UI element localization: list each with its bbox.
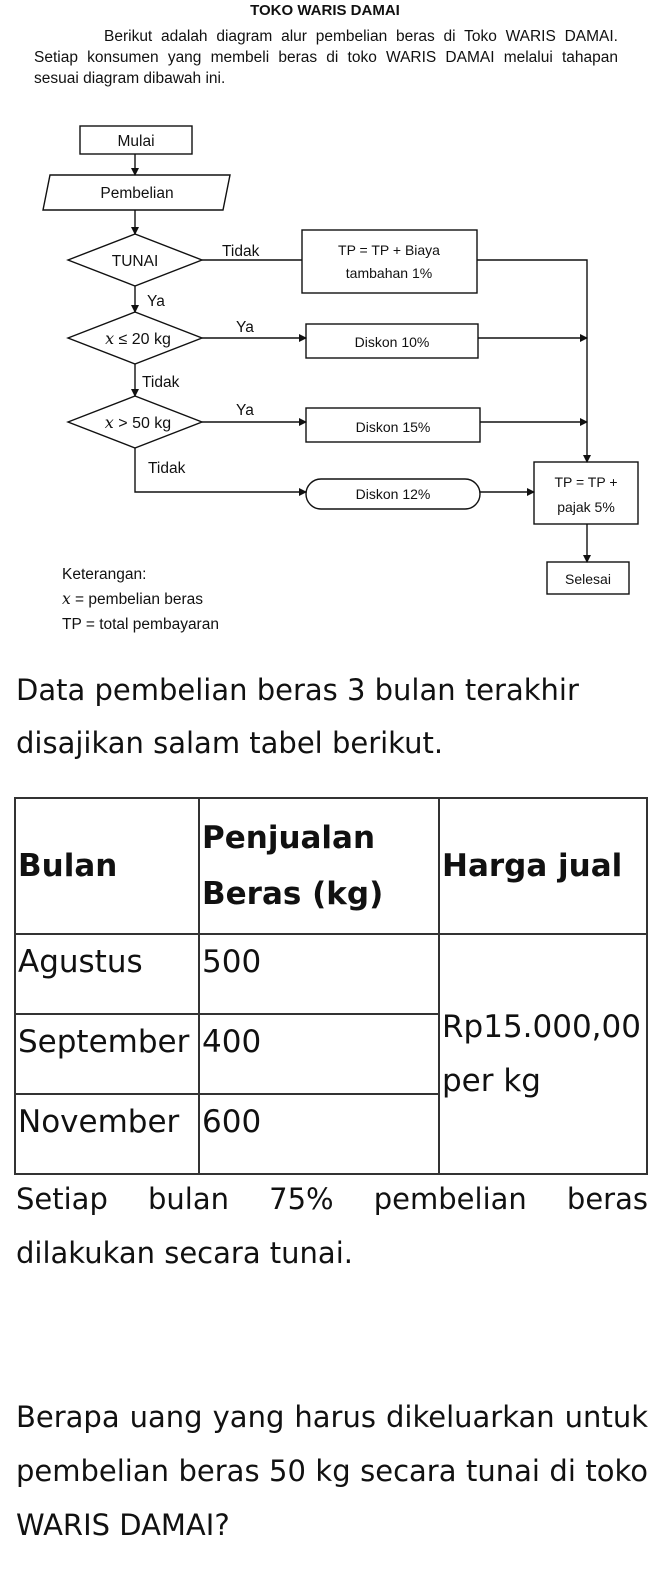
- discount-12-label: Diskon 12%: [355, 486, 431, 502]
- cell-kg: 500: [199, 934, 439, 1014]
- cell-month: November: [15, 1094, 199, 1174]
- cash-yes-label: Ya: [147, 293, 165, 310]
- cell-month: Agustus: [15, 934, 199, 1014]
- legend-tp: TP = total pembayaran: [62, 616, 219, 633]
- document-title: TOKO WARIS DAMAI: [250, 2, 400, 19]
- extra-fee-label-2: tambahan 1%: [345, 265, 433, 281]
- cash-decision-label: TUNAI: [111, 253, 159, 270]
- extra-fee-label-1: TP = TP + Biaya: [338, 242, 440, 258]
- table-row: [15, 934, 647, 1014]
- header-price: Harga jual: [439, 798, 647, 934]
- cell-kg: 600: [199, 1094, 439, 1174]
- cell-month: September: [15, 1014, 199, 1094]
- cash-note-text: Setiap bulan 75% pembelian beras dilakukan secara tunai.: [16, 1182, 648, 1270]
- table-header-row: [15, 798, 647, 934]
- intro-paragraph: Berikut adalah diagram alur pembelian beras di Toko WARIS DAMAI. Setiap konsumen yang membeli beras di toko WARIS DAMAI melalui tahapan sesuai diagram dibawah ini.: [34, 28, 618, 87]
- le20-yes-label: Ya: [236, 319, 254, 336]
- purchase-label: Pembelian: [100, 185, 174, 202]
- tax-label-1: TP = TP +: [554, 474, 618, 490]
- cell-price: Rp15.000,00 per kg: [439, 934, 647, 1174]
- question-text: Berapa uang yang harus dikeluarkan untuk pembelian beras 50 kg secara tunai di toko WARIS DAMAI?: [16, 1400, 648, 1542]
- extra-fee-box: [302, 230, 477, 293]
- sales-table: [14, 797, 648, 1175]
- gt50-no-label: Tidak: [148, 460, 186, 477]
- gt50-yes-label: Ya: [236, 402, 254, 419]
- header-month: Bulan: [15, 798, 199, 934]
- gt50-decision-label: x > 50 kg: [104, 413, 172, 432]
- legend-x-desc: = pembelian beras: [70, 591, 204, 608]
- header-kg: Penjualan Beras (kg): [199, 798, 439, 934]
- legend-x: [62, 587, 219, 612]
- tax-label-2: pajak 5%: [557, 499, 615, 515]
- cell-kg: 400: [199, 1014, 439, 1094]
- le20-no-label: Tidak: [142, 374, 180, 391]
- cash-no-label: Tidak: [222, 243, 260, 260]
- start-label: Mulai: [117, 133, 155, 150]
- end-label: Selesai: [565, 571, 611, 587]
- discount-10-label: Diskon 10%: [354, 334, 430, 350]
- legend-x-var: x: [62, 590, 71, 608]
- data-intro-text: Data pembelian beras 3 bulan terakhir disajikan salam tabel berikut.: [16, 673, 579, 760]
- legend-heading: Keterangan:: [62, 566, 147, 583]
- legend: [62, 562, 219, 637]
- le20-decision-label: x ≤ 20 kg: [105, 329, 171, 348]
- discount-15-label: Diskon 15%: [355, 419, 431, 435]
